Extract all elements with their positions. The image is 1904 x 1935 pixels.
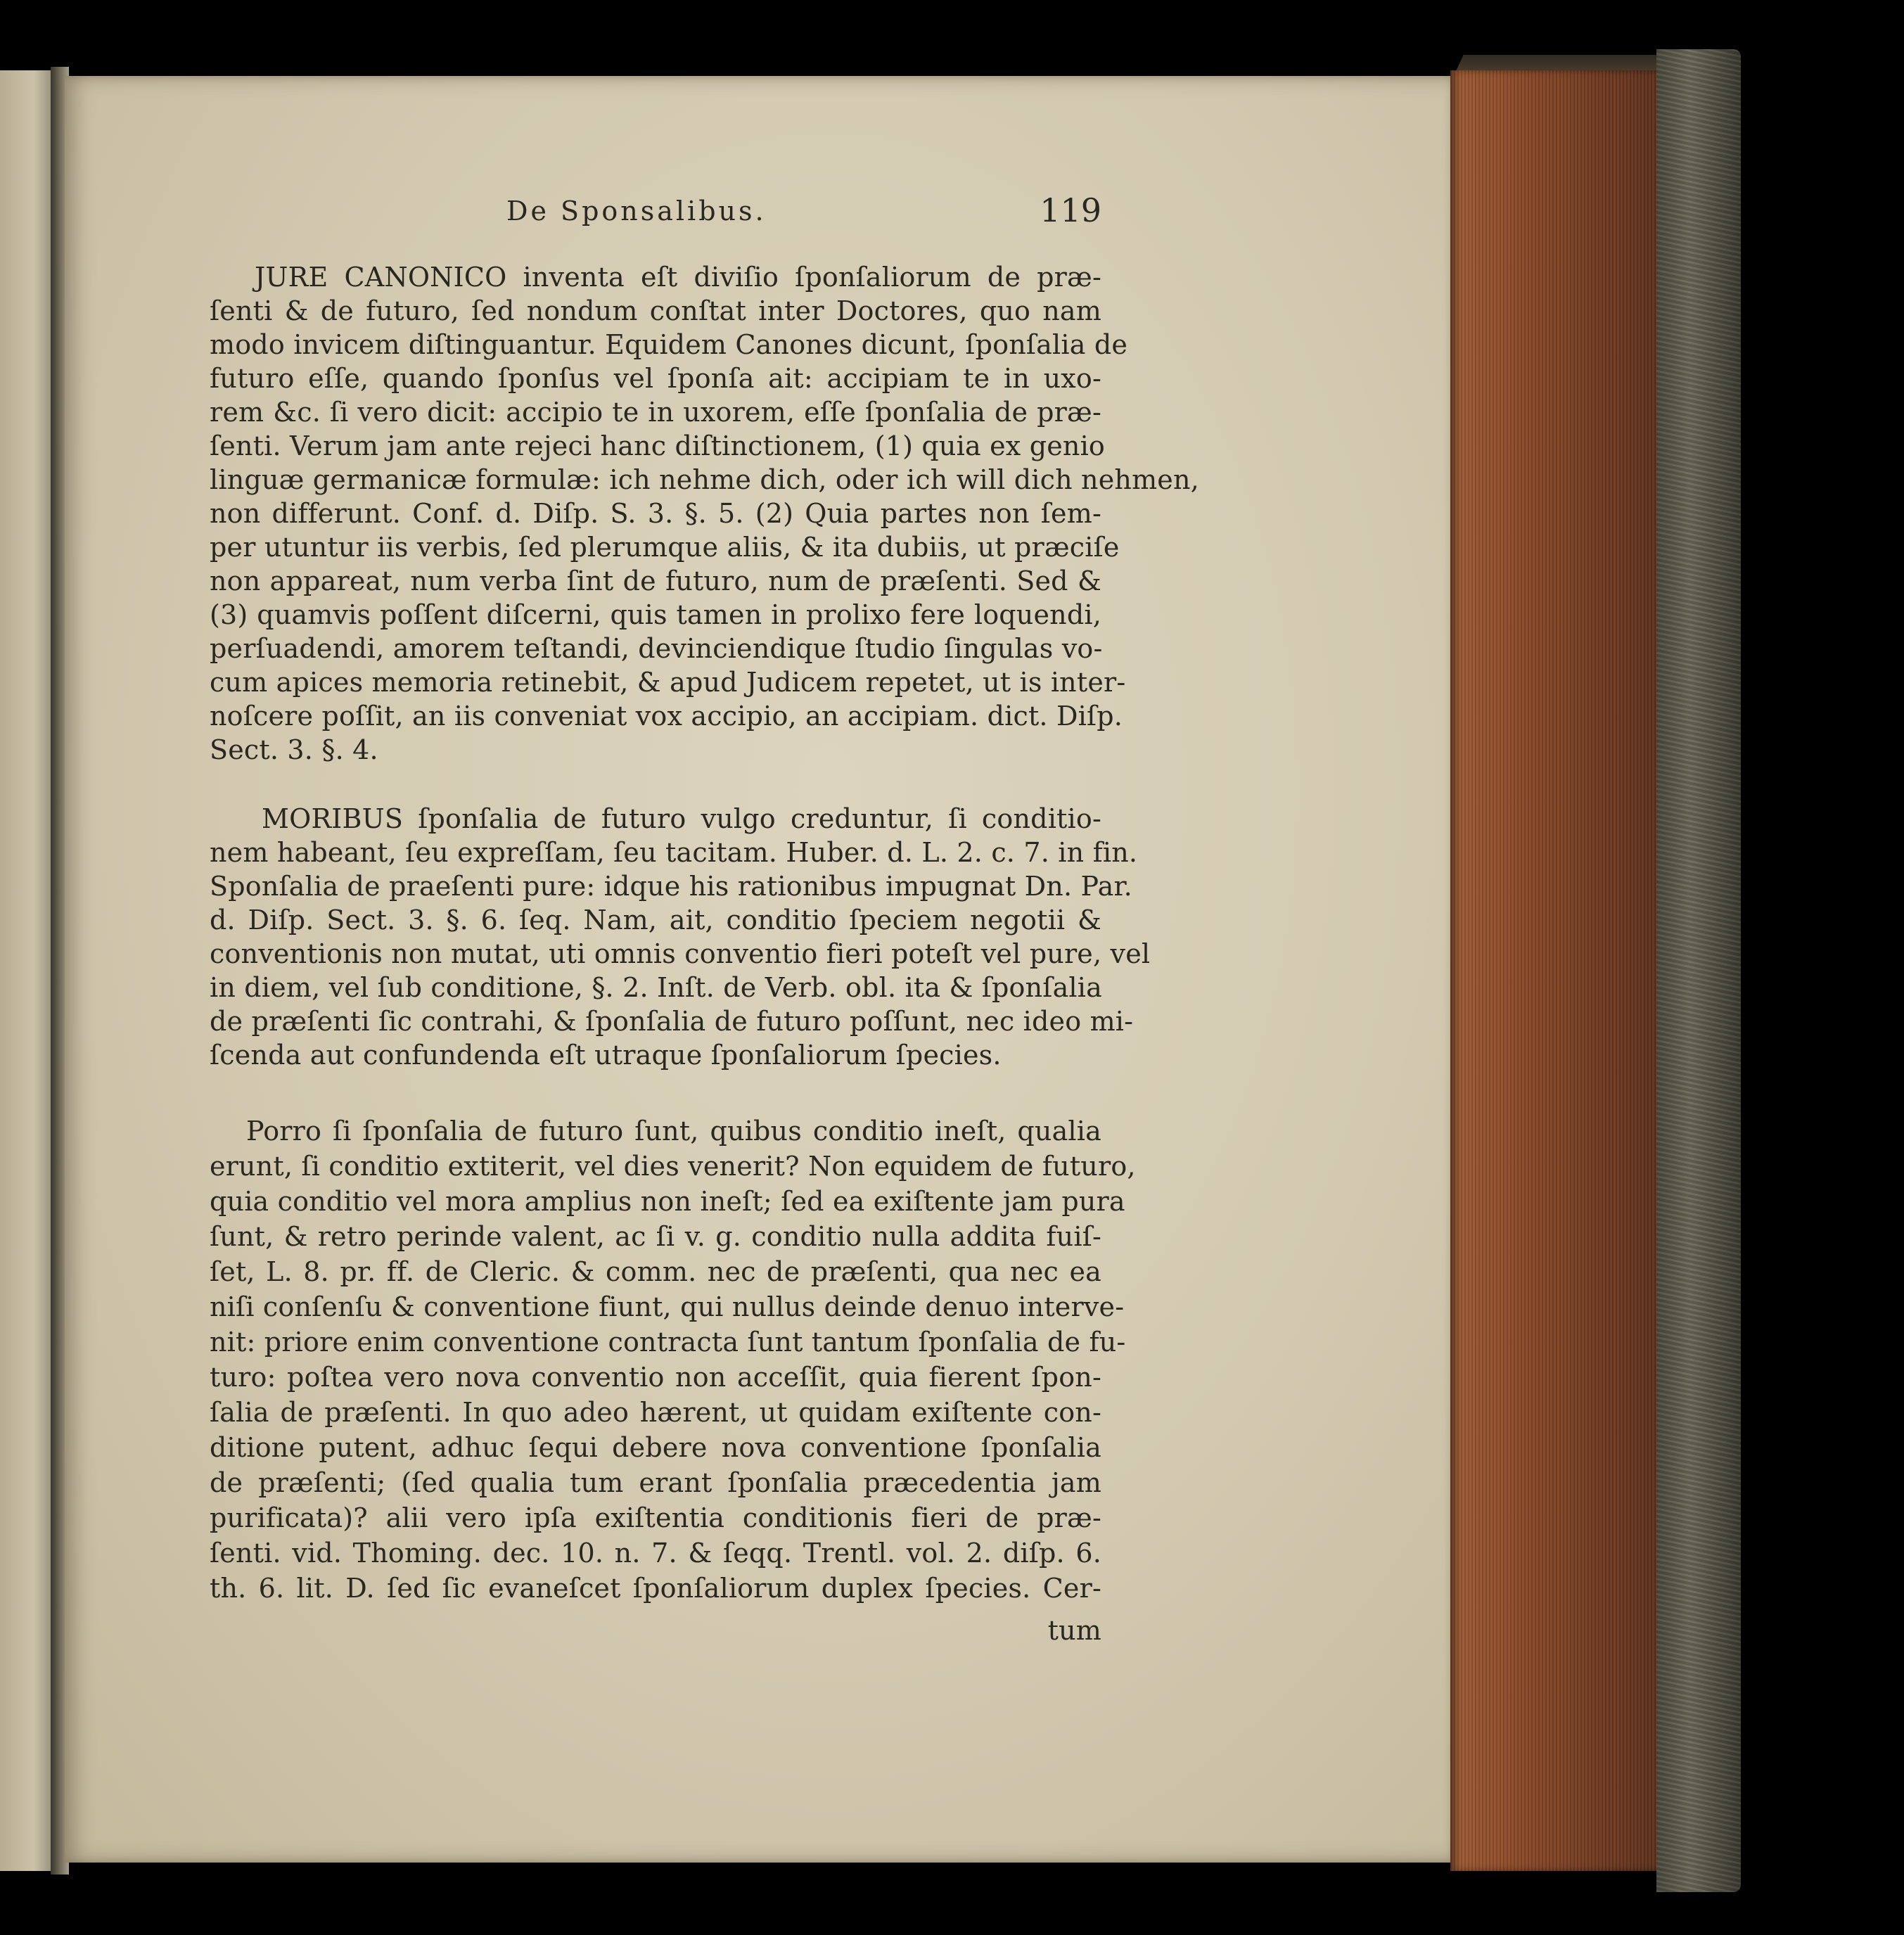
text-line: de præſenti; (ſed qualia tum erant ſponſalia præcedentia jam [210, 1467, 1101, 1498]
text-line: per utuntur iis verbis, ſed plerumque aliis, & ita dubiis, ut præciſe [210, 532, 1120, 563]
text-line: conventionis non mutat, uti omnis conventio fieri poteſt vel pure, vel [210, 938, 1151, 969]
text-line: ſalia de præſenti. In quo adeo hærent, ut quidam exiſtente con- [210, 1397, 1101, 1428]
text-line: nit: priore enim conventione contracta ſunt tantum ſponſalia de fu- [210, 1327, 1126, 1358]
text-line: Sponſalia de praeſenti pure: idque his rationibus impugnat Dn. Par. [210, 871, 1132, 902]
text-line: ſcenda aut confundenda eſt utraque ſponſaliorum ſpecies. [210, 1040, 1002, 1071]
text-line: ſenti. vid. Thoming. dec. 10. n. 7. & ſeqq. Trentl. vol. 2. diſp. 6. [210, 1538, 1101, 1569]
text-line: Porro ſi ſponſalia de futuro ſunt, quibus conditio ineſt, qualia [246, 1116, 1101, 1147]
text-line: rem &c. ſi vero dicit: accipio te in uxorem, eſſe ſponſalia de præ- [210, 397, 1101, 428]
text-line: de præſenti ſic contrahi, & ſponſalia de futuro poſſunt, nec ideo mi- [210, 1006, 1134, 1037]
text-line: ſenti. Verum jam ante rejeci hanc diſtinctionem, (1) quia ex genio [210, 430, 1106, 461]
text-line: niſi conſenſu & conventione fiunt, qui nullus deinde denuo interve- [210, 1291, 1125, 1322]
catchword: tum [1047, 1615, 1101, 1646]
text-line: purificata)? alii vero ipſa exiſtentia conditionis fieri de præ- [210, 1502, 1101, 1533]
text-line: ſet, L. 8. pr. ff. de Cleric. & comm. nec de præſenti, qua nec ea [210, 1256, 1101, 1287]
page-number: 119 [1040, 191, 1101, 229]
text-line: ſunt, & retro perinde valent, ac ſi v. g. conditio nulla addita fuiſ- [210, 1221, 1101, 1252]
text-line: JURE CANONICO inventa eſt diviſio ſponſaliorum de præ- [255, 262, 1101, 293]
text-line: th. 6. lit. D. ſed ſic evaneſcet ſponſaliorum duplex ſpecies. Cer- [210, 1573, 1101, 1604]
text-line: erunt, ſi conditio extiterit, vel dies venerit? Non equidem de futuro, [210, 1151, 1136, 1182]
text-line: linguæ germanicæ formulæ: ich nehme dich, oder ich will dich nehmen, [210, 464, 1199, 495]
text-line: cum apices memoria retinebit, & apud Judicem repetet, ut is inter- [210, 667, 1126, 698]
text-line: futuro eſſe, quando ſponſus vel ſponſa ait: accipiam te in uxo- [210, 363, 1101, 394]
text-line: modo invicem diſtinguantur. Equidem Canones dicunt, ſponſalia de [210, 329, 1128, 360]
text-line: ſenti & de futuro, ſed nondum conſtat inter Doctores, quo nam [210, 295, 1101, 326]
text-line: in diem, vel ſub conditione, §. 2. Inſt. de Verb. obl. ita & ſponſalia [210, 972, 1102, 1003]
text-line: (3) quamvis poſſent diſcerni, quis tamen in prolixo fere loquendi, [210, 599, 1101, 630]
text-line: quia conditio vel mora amplius non ineſt; ſed ea exiſtente jam pura [210, 1186, 1125, 1217]
text-line: MORIBUS ſponſalia de futuro vulgo creduntur, ſi conditio- [262, 803, 1101, 834]
text-line: turo: poſtea vero nova conventio non acceſſit, quia fierent ſpon- [210, 1362, 1101, 1393]
running-head: De Sponsalibus. [506, 196, 767, 226]
text-line: ditione putent, adhuc ſequi debere nova conventione ſponſalia [210, 1432, 1101, 1463]
text-line: perſuadendi, amorem teſtandi, devinciendique ſtudio ſingulas vo- [210, 633, 1103, 664]
text-line: nem habeant, ſeu expreſſam, ſeu tacitam. Huber. d. L. 2. c. 7. in fin. [210, 837, 1138, 868]
text-line: non differunt. Conf. d. Diſp. S. 3. §. 5. (2) Quia partes non ſem- [210, 498, 1101, 529]
text-line: noſcere poſſit, an iis conveniat vox accipio, an accipiam. dict. Diſp. [210, 701, 1123, 732]
text-line: non appareat, num verba ſint de futuro, num de præſenti. Sed & [210, 566, 1101, 596]
text-line: Sect. 3. §. 4. [210, 734, 378, 765]
text-line: d. Diſp. Sect. 3. §. 6. ſeq. Nam, ait, conditio ſpeciem negotii & [210, 905, 1101, 935]
